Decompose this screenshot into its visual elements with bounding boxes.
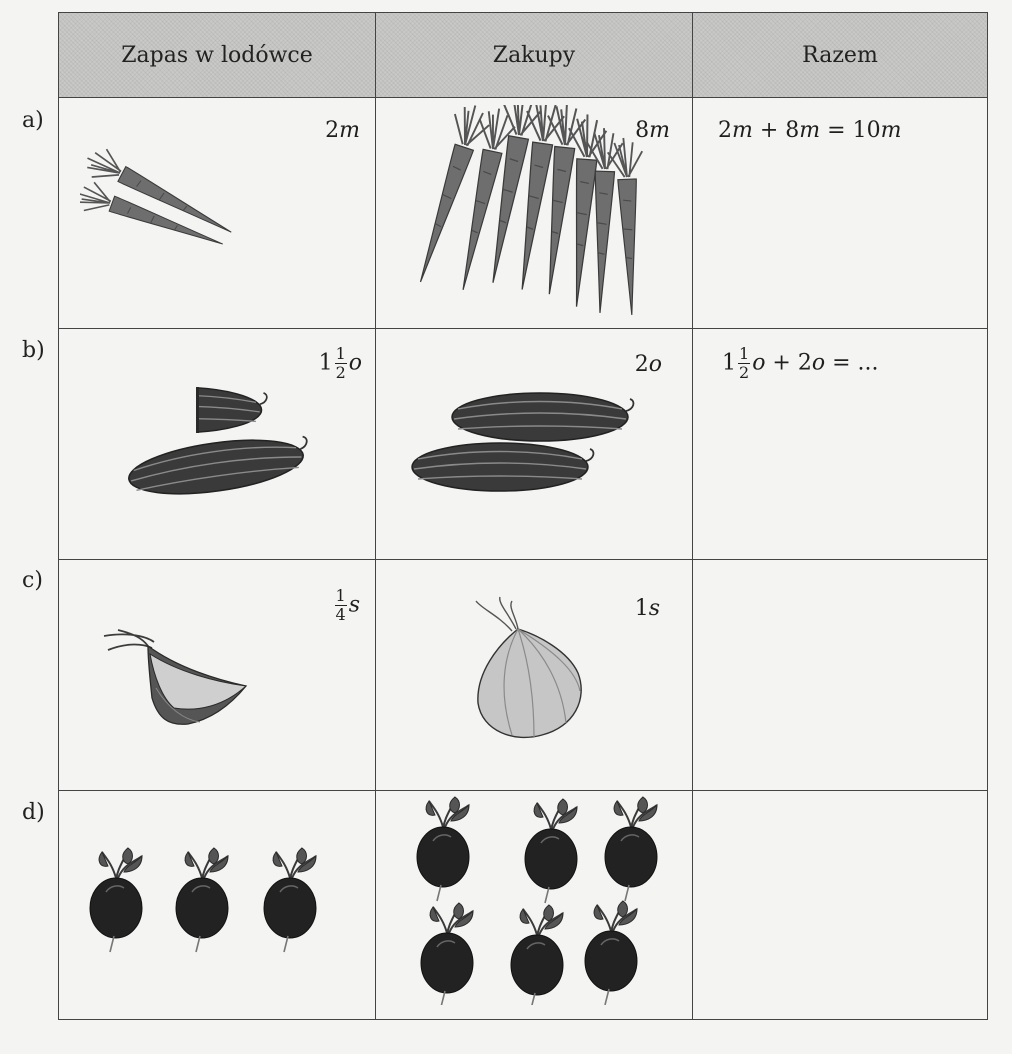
stock-amount-a: 2m (325, 118, 360, 143)
row-label-d: d) (22, 800, 45, 825)
row-label-b: b) (22, 338, 45, 363)
header-stock: Zapas w lodówce (121, 42, 313, 68)
header-purchases: Zakupy (492, 42, 576, 68)
total-expression-b: 1 $\frac{1}{2}$ o + 2o = ... (722, 344, 879, 382)
beet-icon (80, 840, 350, 960)
purchase-amount-c: 1s (634, 596, 660, 621)
cucumber-icon (400, 382, 640, 507)
stock-amount-b: 1 $\frac{1}{2}$ o (318, 344, 362, 382)
total-expression-a: 2m + 8m = 10m (718, 118, 902, 143)
onion-icon (98, 628, 268, 748)
row-label-c: c) (22, 568, 43, 593)
cucumber-icon (118, 375, 328, 515)
beet-icon (405, 795, 665, 1005)
header-total: Razem (802, 42, 878, 68)
carrot-icon (80, 125, 320, 295)
onion-icon (468, 595, 598, 750)
stock-amount-c: $\frac{1}{4}$ s (335, 586, 360, 624)
carrot-icon (395, 105, 670, 330)
row-label-a: a) (22, 108, 44, 133)
purchase-amount-b: 2o (634, 352, 662, 377)
purchase-amount-a: 8m (635, 118, 670, 143)
